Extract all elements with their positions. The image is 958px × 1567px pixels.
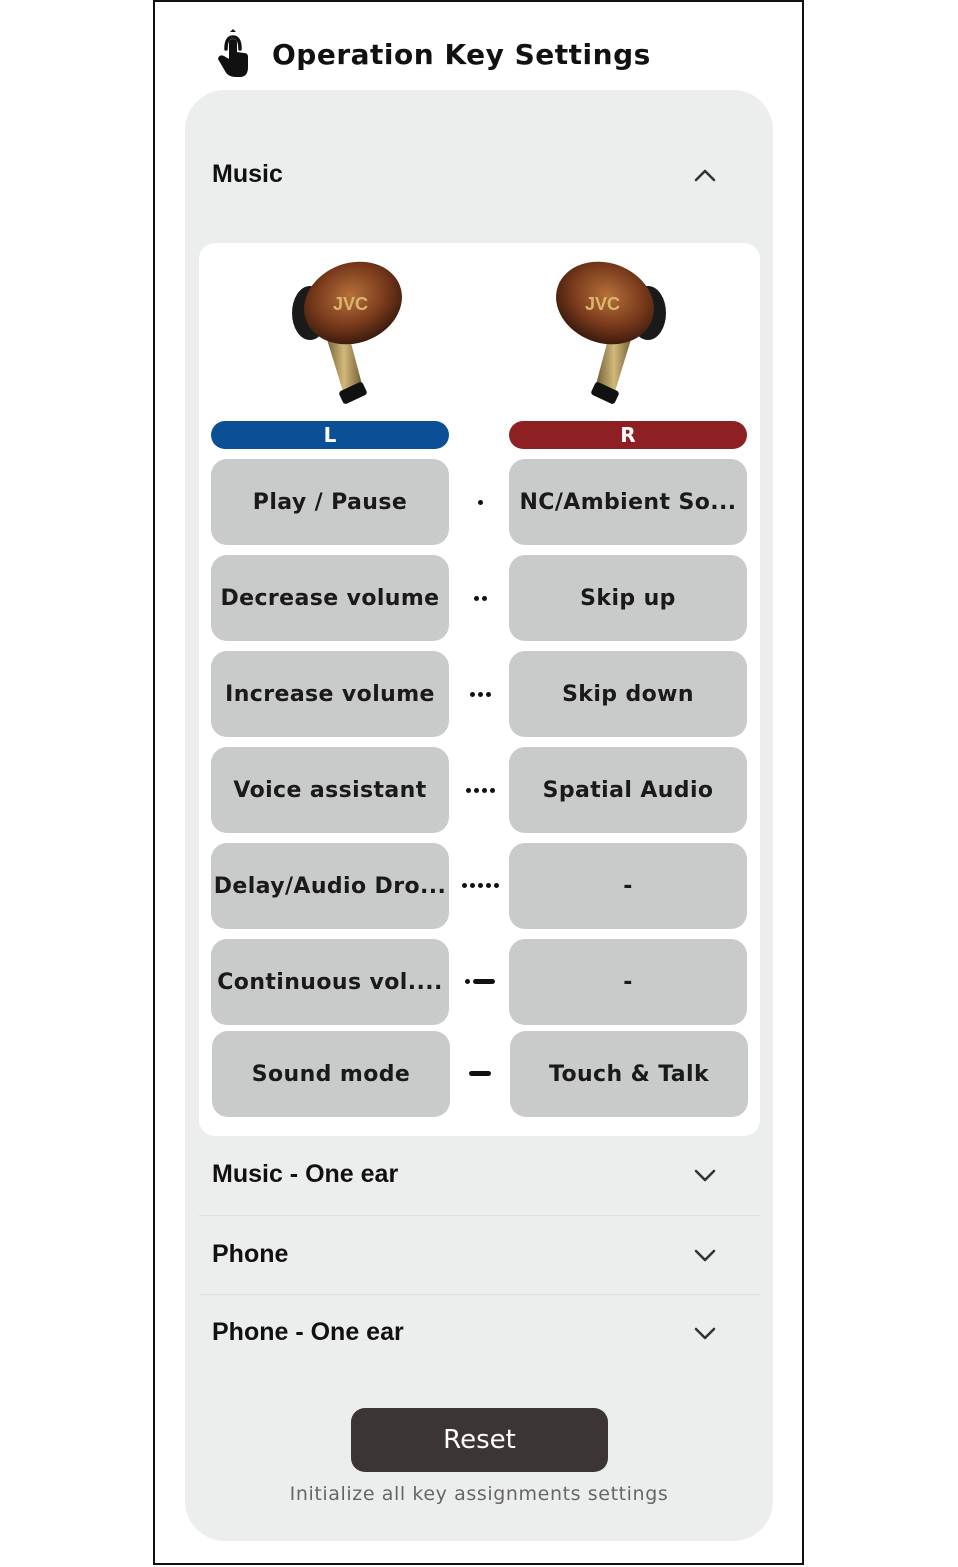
left-side-label: L <box>323 423 337 447</box>
gesture-hold <box>455 1063 505 1083</box>
key-label: Sound mode <box>251 1061 411 1087</box>
section-phone-one-ear-header[interactable] <box>212 1318 732 1347</box>
right-key-hold[interactable] <box>510 1031 748 1117</box>
key-label: Delay/Audio Dro... <box>213 873 447 899</box>
gesture-5-taps <box>455 875 505 895</box>
page-header <box>210 28 651 80</box>
reset-description: Initialize all key assignments settings <box>289 1483 669 1505</box>
left-key-3-taps[interactable] <box>211 651 449 737</box>
svg-text:JVC: JVC <box>585 294 621 314</box>
left-key-4-taps[interactable] <box>211 747 449 833</box>
chevron-down-icon[interactable] <box>692 1162 718 1188</box>
reset-button-label: Reset <box>443 1425 516 1455</box>
right-side-label: R <box>620 423 636 447</box>
chevron-down-icon[interactable] <box>692 1320 718 1346</box>
key-label: NC/Ambient So... <box>519 489 737 515</box>
section-music-label: Music <box>212 160 283 188</box>
tap-hand-icon <box>210 29 254 79</box>
gesture-3-taps <box>455 684 505 704</box>
left-key-1-tap[interactable] <box>211 459 449 545</box>
gesture-4-taps <box>455 780 505 800</box>
key-label: Voice assistant <box>233 777 427 803</box>
right-key-4-taps[interactable] <box>509 747 747 833</box>
right-side-badge <box>509 421 747 449</box>
reset-button[interactable] <box>351 1408 608 1472</box>
svg-text:JVC: JVC <box>333 294 369 314</box>
right-key-tap-hold[interactable] <box>509 939 747 1025</box>
section-phone-one-ear-label: Phone - One ear <box>212 1318 404 1346</box>
key-label: - <box>623 873 633 899</box>
key-label: Touch & Talk <box>548 1061 710 1087</box>
left-key-hold[interactable] <box>212 1031 450 1117</box>
key-label: Increase volume <box>225 681 435 707</box>
divider <box>199 1294 760 1295</box>
gesture-1-tap <box>455 492 505 512</box>
page-title: Operation Key Settings <box>272 37 651 71</box>
section-phone-header[interactable] <box>212 1240 732 1269</box>
left-key-2-taps[interactable] <box>211 555 449 641</box>
section-phone-label: Phone <box>212 1240 289 1268</box>
key-label: Decrease volume <box>220 585 440 611</box>
left-key-tap-hold[interactable] <box>211 939 449 1025</box>
key-label: Spatial Audio <box>542 777 714 803</box>
chevron-up-icon[interactable] <box>692 162 718 188</box>
left-key-5-taps[interactable] <box>211 843 449 929</box>
right-key-1-tap[interactable] <box>509 459 747 545</box>
key-label: Continuous vol.... <box>217 969 443 995</box>
key-label: Skip down <box>562 681 694 707</box>
right-earbud-image <box>553 258 673 408</box>
right-key-3-taps[interactable] <box>509 651 747 737</box>
left-earbud-image <box>285 258 405 408</box>
gesture-2-taps <box>455 588 505 608</box>
section-music-one-ear-header[interactable] <box>212 1160 732 1189</box>
section-music-one-ear-label: Music - One ear <box>212 1160 399 1188</box>
gesture-tap-hold <box>455 971 505 991</box>
key-label: Skip up <box>580 585 676 611</box>
right-key-5-taps[interactable] <box>509 843 747 929</box>
key-label: Play / Pause <box>252 489 408 515</box>
right-key-2-taps[interactable] <box>509 555 747 641</box>
section-music-header[interactable] <box>212 160 732 189</box>
divider <box>199 1215 760 1216</box>
key-label: - <box>623 969 633 995</box>
left-side-badge <box>211 421 449 449</box>
chevron-down-icon[interactable] <box>692 1242 718 1268</box>
